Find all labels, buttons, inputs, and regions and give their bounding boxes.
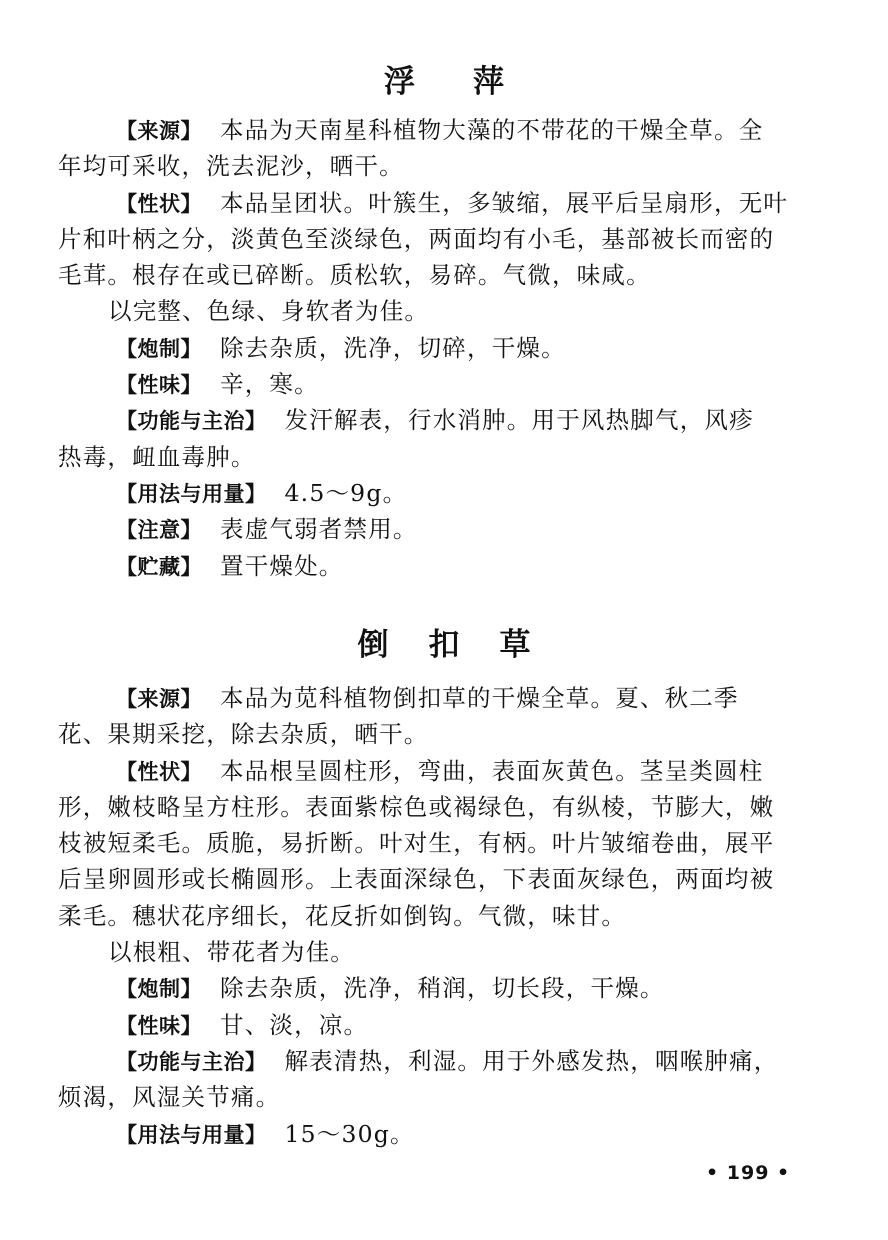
traits-text-cont: 后呈卵圆形或长椭圆形。上表面深绿色，下表面灰绿色，两面均被	[58, 865, 775, 894]
traits-text: 本品根呈圆柱形，弯曲，表面灰黄色。茎呈类圆柱	[220, 756, 764, 785]
processing-text: 除去杂质，洗净，稍润，切长段，干燥。	[220, 974, 665, 1003]
function-text-cont: 热毒，衄血毒肿。	[58, 442, 256, 471]
processing-label: 【炮制】	[116, 977, 202, 1002]
traits-text-cont: 片和叶柄之分，淡黄色至淡绿色，两面均有小毛，基部被长而密的	[58, 224, 775, 253]
traits-label: 【性状】	[116, 759, 202, 784]
page-number: • 199 •	[706, 1162, 791, 1184]
traits-label: 【性状】	[116, 191, 202, 216]
function-text-cont: 烦渴，风湿关节痛。	[58, 1083, 281, 1112]
dosage-line	[58, 475, 838, 511]
dosage-label: 【用法与用量】	[116, 1122, 267, 1147]
source-line	[58, 112, 838, 148]
caution-text: 表虚气弱者禁用。	[220, 515, 418, 544]
nature-label: 【性味】	[116, 373, 202, 398]
entry-title-daokoucao: 倒扣草	[357, 627, 571, 663]
dosage-text: 4.5～9g。	[284, 478, 408, 507]
nature-label: 【性味】	[116, 1013, 202, 1038]
traits-text: 本品呈团状。叶簇生，多皱缩，展平后呈扇形，无叶	[220, 188, 789, 217]
caution-label: 【注意】	[116, 518, 202, 543]
source-text: 本品为苋科植物倒扣草的干燥全草。夏、秋二季	[220, 684, 739, 712]
entry-title-fuping: 浮萍	[384, 64, 562, 100]
nature-text: 辛，寒。	[220, 370, 319, 399]
caution-line	[58, 511, 838, 547]
source-text: 本品为天南星科植物大藻的不带花的干燥全草。全	[220, 116, 764, 144]
storage-line	[58, 548, 838, 584]
function-label: 【功能与主治】	[116, 409, 267, 434]
quality-note: 以完整、色绿、身软者为佳。	[108, 297, 430, 326]
source-label: 【来源】	[116, 119, 202, 143]
traits-line	[58, 753, 838, 789]
processing-label: 【炮制】	[116, 336, 202, 361]
function-text: 解表清热，利湿。用于外感发热，咽喉肿痛，	[284, 1046, 779, 1075]
dosage-label: 【用法与用量】	[116, 481, 267, 506]
function-text: 发汗解表，行水消肿。用于风热脚气，风疹	[284, 406, 754, 435]
processing-line	[58, 330, 838, 366]
function-label: 【功能与主治】	[116, 1049, 267, 1074]
dosage-text: 15～30g。	[284, 1119, 415, 1148]
function-line	[58, 402, 838, 438]
storage-label: 【贮藏】	[116, 554, 202, 579]
traits-line	[58, 185, 838, 221]
processing-text: 除去杂质，洗净，切碎，干燥。	[220, 333, 566, 362]
storage-text: 置干燥处。	[220, 551, 344, 580]
nature-text: 甘、淡，凉。	[220, 1010, 369, 1039]
nature-line	[58, 366, 838, 402]
entry-daokoucao	[58, 680, 838, 1152]
traits-text-cont: 柔毛。穗状花序细长，花反折如倒钩。气微，味甘。	[58, 901, 627, 930]
function-line	[58, 1043, 838, 1079]
source-text-cont: 花、果期采挖，除去杂质，晒干。	[58, 720, 429, 749]
quality-note: 以根粗、带花者为佳。	[108, 938, 355, 967]
source-text-cont: 年均可采收，洗去泥沙，晒干。	[58, 152, 404, 181]
processing-line	[58, 970, 838, 1006]
entry-fuping	[58, 112, 838, 584]
nature-line	[58, 1007, 838, 1043]
traits-text-cont: 形，嫩枝略呈方柱形。表面紫棕色或褐绿色，有纵棱，节膨大，嫩	[58, 792, 775, 821]
traits-text-cont: 枝被短柔毛。质脆，易折断。叶对生，有柄。叶片皱缩卷曲，展平	[58, 829, 775, 858]
source-label: 【来源】	[116, 687, 202, 711]
source-line	[58, 680, 838, 716]
traits-text-cont: 毛茸。根存在或已碎断。质松软，易碎。气微，味咸。	[58, 261, 651, 290]
dosage-line	[58, 1116, 838, 1152]
